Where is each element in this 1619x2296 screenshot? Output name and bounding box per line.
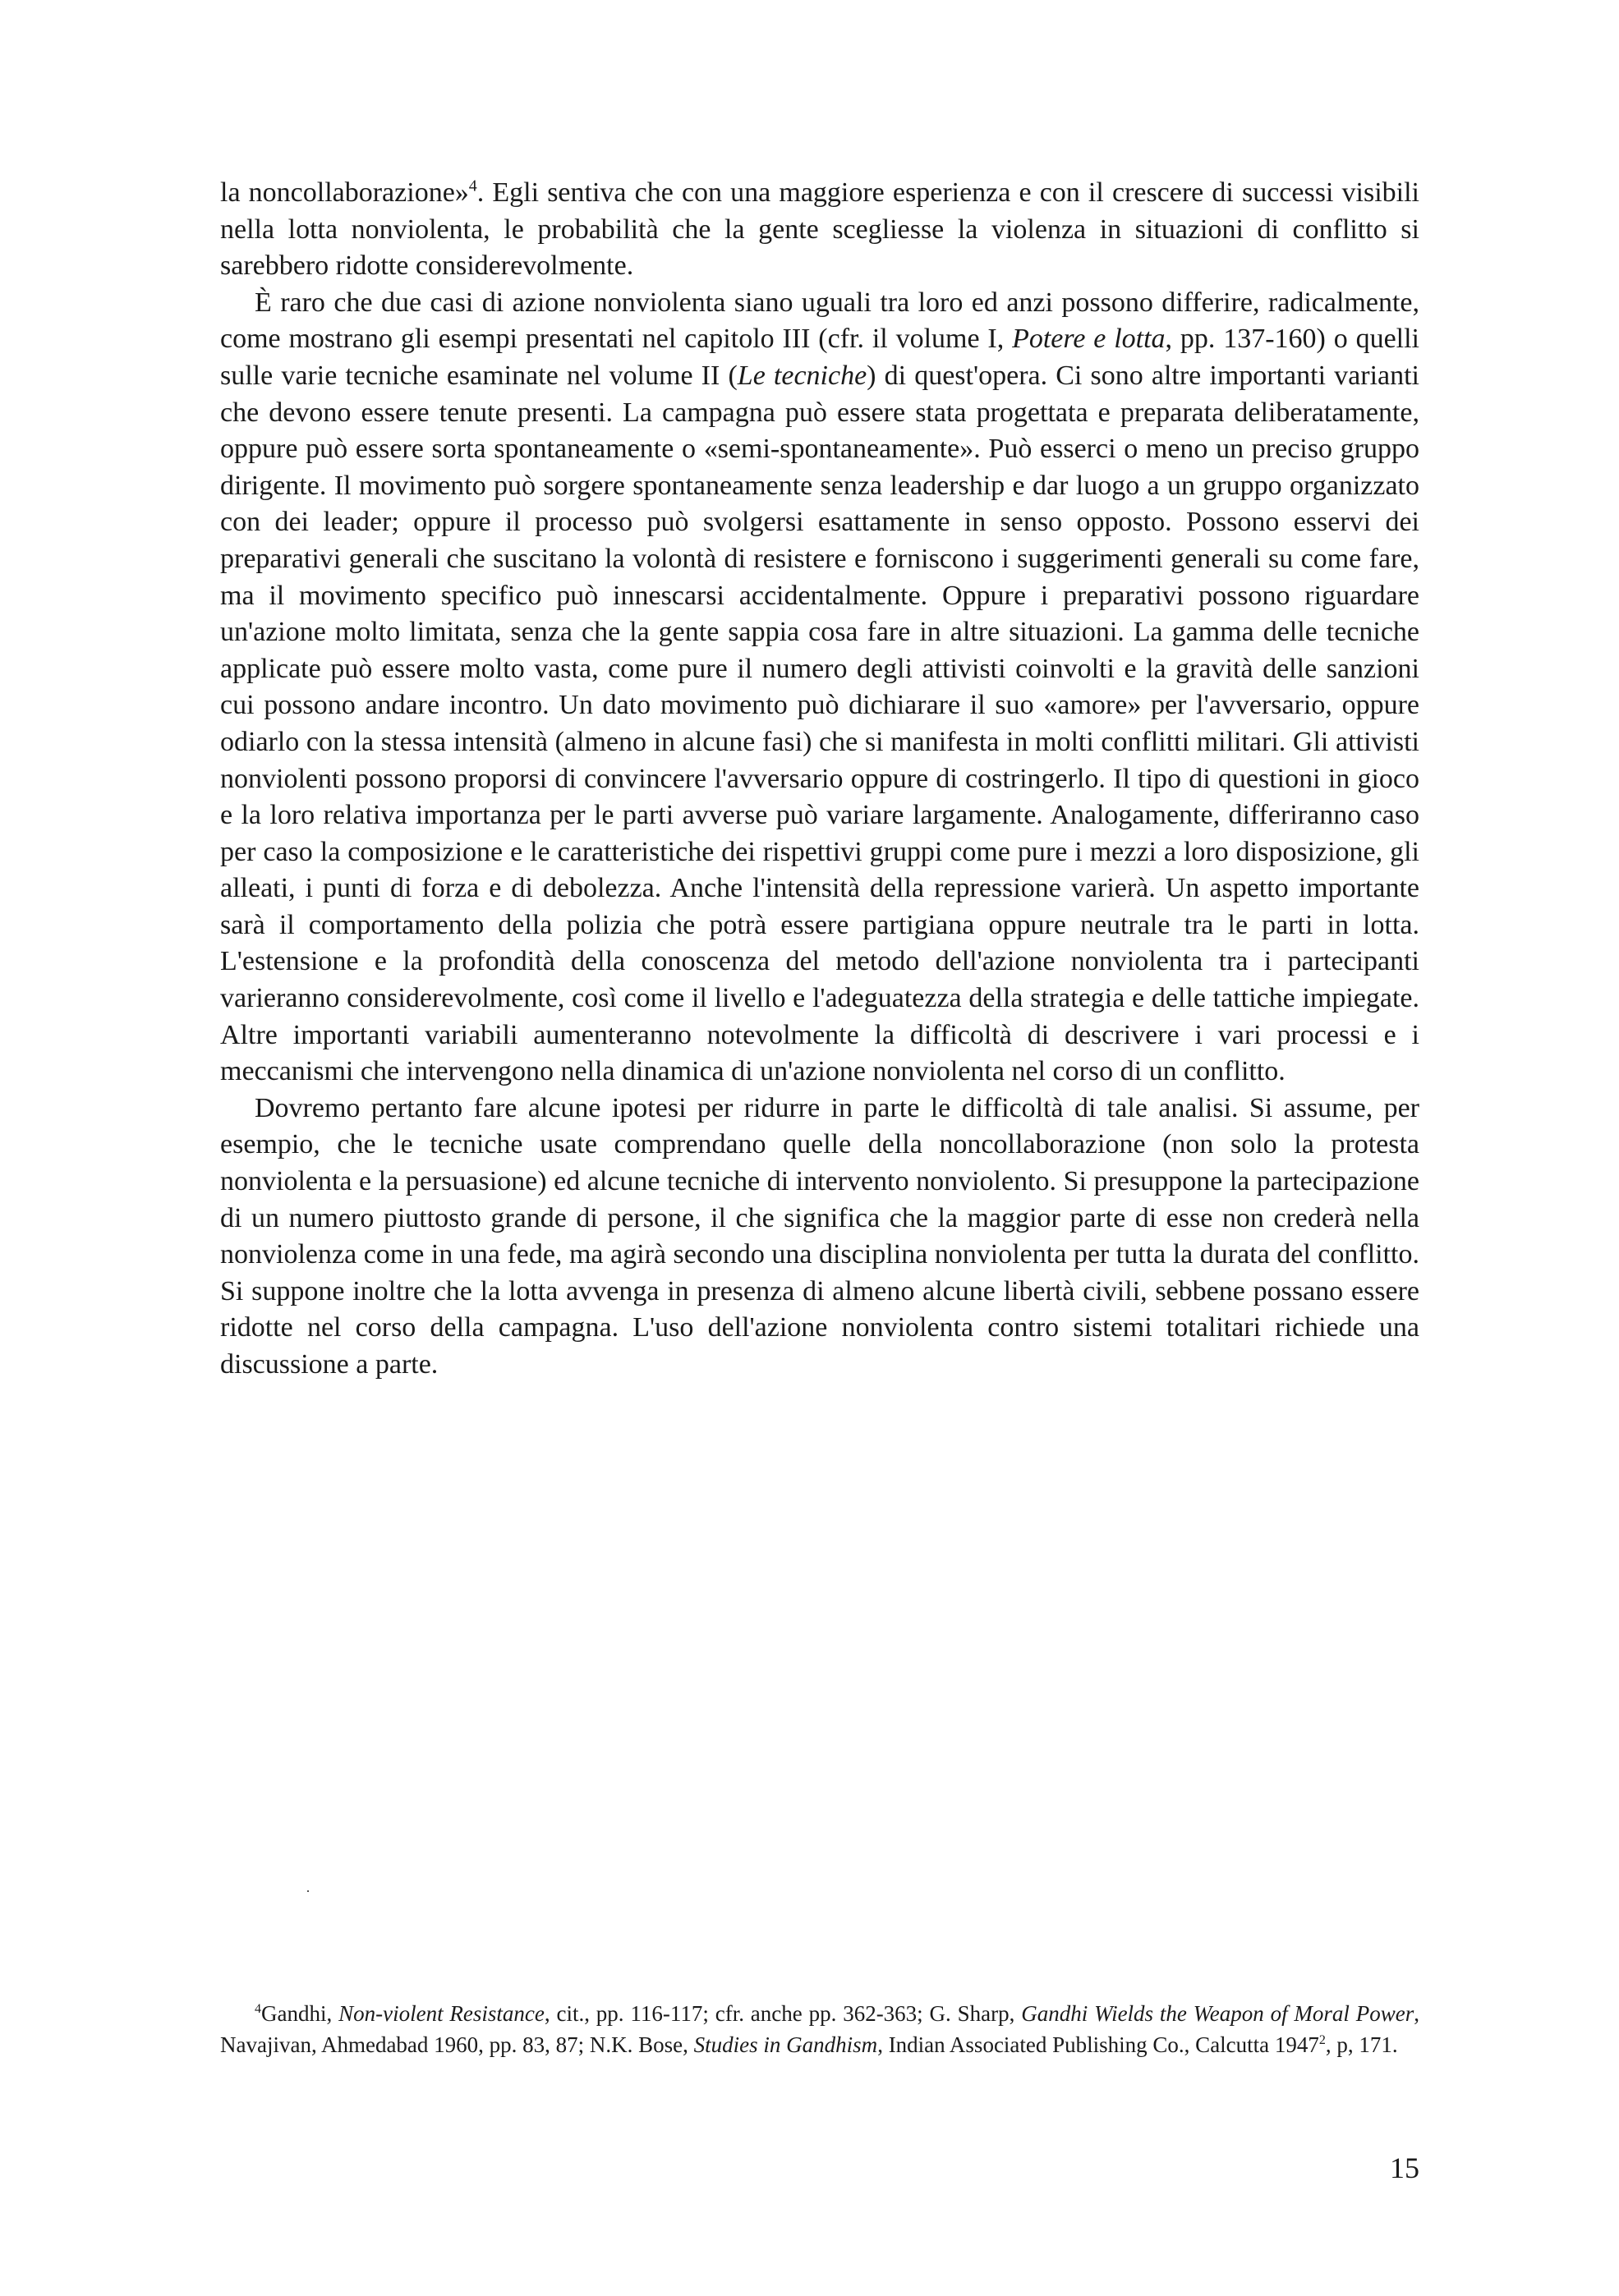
paragraph-3 bbox=[220, 1091, 1419, 1384]
text-run: . Egli sentiva che con una maggiore esperienza e con il crescere di successi visibili nella lotta nonviolenta, le probabilità che la gente scegliesse la violenza in situazioni di conflitto si sarebbero ridotte considerevolmente. bbox=[220, 177, 1419, 282]
text-run: , p, 171. bbox=[1325, 2032, 1398, 2057]
footnote-marker: 2 bbox=[1318, 2033, 1326, 2047]
italic-text: Studies in Gandhism bbox=[693, 2032, 878, 2057]
text-run: Gandhi, bbox=[261, 2001, 339, 2026]
italic-text: Non-violent Resistance bbox=[338, 2001, 545, 2026]
italic-text: Gandhi Wields the Weapon of Moral Power bbox=[1021, 2001, 1414, 2026]
footnote-marker: 4 bbox=[255, 2002, 261, 2016]
footnote bbox=[220, 1998, 1419, 2060]
stray-mark bbox=[307, 1890, 309, 1892]
text-run: È raro che due casi di azione nonviolenta siano uguali tra loro ed anzi possono differire, radicalmente, come mostrano gli esempi presentati nel capitolo III (cfr. il volume I, bbox=[220, 287, 1419, 355]
body-text bbox=[220, 175, 1419, 1384]
text-run: ) di quest'opera. Ci sono altre importanti varianti che devono essere tenute presenti. La campagna può essere stata progettata e preparata deliberatamente, oppure può essere sorta spontaneamente o «semi-spontaneamente». Può esserci o meno un preciso gruppo dirigente. Il movimento può sorgere spontaneamente senza leadership e dar luogo a un gruppo organizzato con dei leader; oppure il processo può svolgersi esattamente in senso opposto. Possono esservi dei preparativi generali che suscitano la volontà di resistere e forniscono i suggerimenti generali su come fare, ma il movimento specifico può innescarsi accidentalmente. Oppure i preparativi possono riguardare un'azione molto limitata, senza che la gente sappia cosa fare in altre situazioni. La gamma delle tecniche applicate può essere molto vasta, come pure il numero degli attivisti coinvolti e la gravità delle sanzioni cui possono andare incontro. Un dato movimento può dichiarare il suo «amore» per l'avversario, oppure odiarlo con la stessa intensità (almeno in alcune fasi) che si manifesta in molti conflitti militari. Gli attivisti nonviolenti possono proporsi di convincere l'avversario oppure di costringerlo. Il tipo di questioni in gioco e la loro relativa importanza per le parti avverse può variare largamente. Analogamente, differiranno caso per caso la composizione e le caratteristiche dei rispettivi gruppi come pure i mezzi a loro disposizione, gli alleati, i punti di forza e di debolezza. Anche l'intensità della repressione varierà. Un aspetto importante sarà il comportamento della polizia che potrà essere partigiana oppure neutrale tra le parti in lotta. L'estensione e la profondità della conoscenza del metodo dell'azione nonviolenta tra i partecipanti varieranno considerevolmente, così come il livello e l'adeguatezza della strategia e delle tattiche impiegate. Altre importanti variabili aumenteranno notevolmente la difficoltà di descrivere i vari processi e i meccanismi che intervengono nella dinamica di un'azione nonviolenta nel corso di un conflitto. bbox=[220, 360, 1420, 1087]
text-run: , Navajivan, Ahmedabad 1960, pp. 83, 87; N.K. Bose, bbox=[220, 2001, 1420, 2057]
page-number: 15 bbox=[1390, 2151, 1419, 2184]
footnote-4 bbox=[220, 1998, 1419, 2060]
paragraph-1 bbox=[220, 175, 1419, 285]
text-run: la noncollaborazione» bbox=[220, 177, 469, 208]
text-run: , pp. 137-160) o quelli sulle varie tecniche esaminate nel volume II ( bbox=[220, 324, 1419, 391]
text-run: Dovremo pertanto fare alcune ipotesi per ridurre in parte le difficoltà di tale analisi. Si assume, per esempio, che le tecniche usate comprendano quelle della noncollaborazione (non solo la protesta nonviolenta e la persuasione) ed alcune tecniche di intervento nonviolento. Si presuppone la partecipazione di un numero piuttosto grande di persone, il che significa che la maggior parte di esse non crederà nella nonviolenza come in una fede, ma agirà secondo una disciplina nonviolenta per tutta la durata del conflitto. Si suppone inoltre che la lotta avvenga in presenza di almeno alcune libertà civili, sebbene possano essere ridotte nel corso della campagna. L'uso dell'azione nonviolenta contro sistemi totalitari richiede una discussione a parte. bbox=[220, 1092, 1419, 1380]
italic-text: Potere e lotta bbox=[1012, 324, 1166, 355]
paragraph-2 bbox=[220, 285, 1419, 1091]
text-run: , cit., pp. 116-117; cfr. anche pp. 362-363; G. Sharp, bbox=[544, 2001, 1022, 2026]
footnote-marker: 4 bbox=[468, 177, 477, 195]
text-run: , Indian Associated Publishing Co., Calcutta 1947 bbox=[877, 2032, 1319, 2057]
italic-text: Le tecniche bbox=[737, 360, 867, 391]
